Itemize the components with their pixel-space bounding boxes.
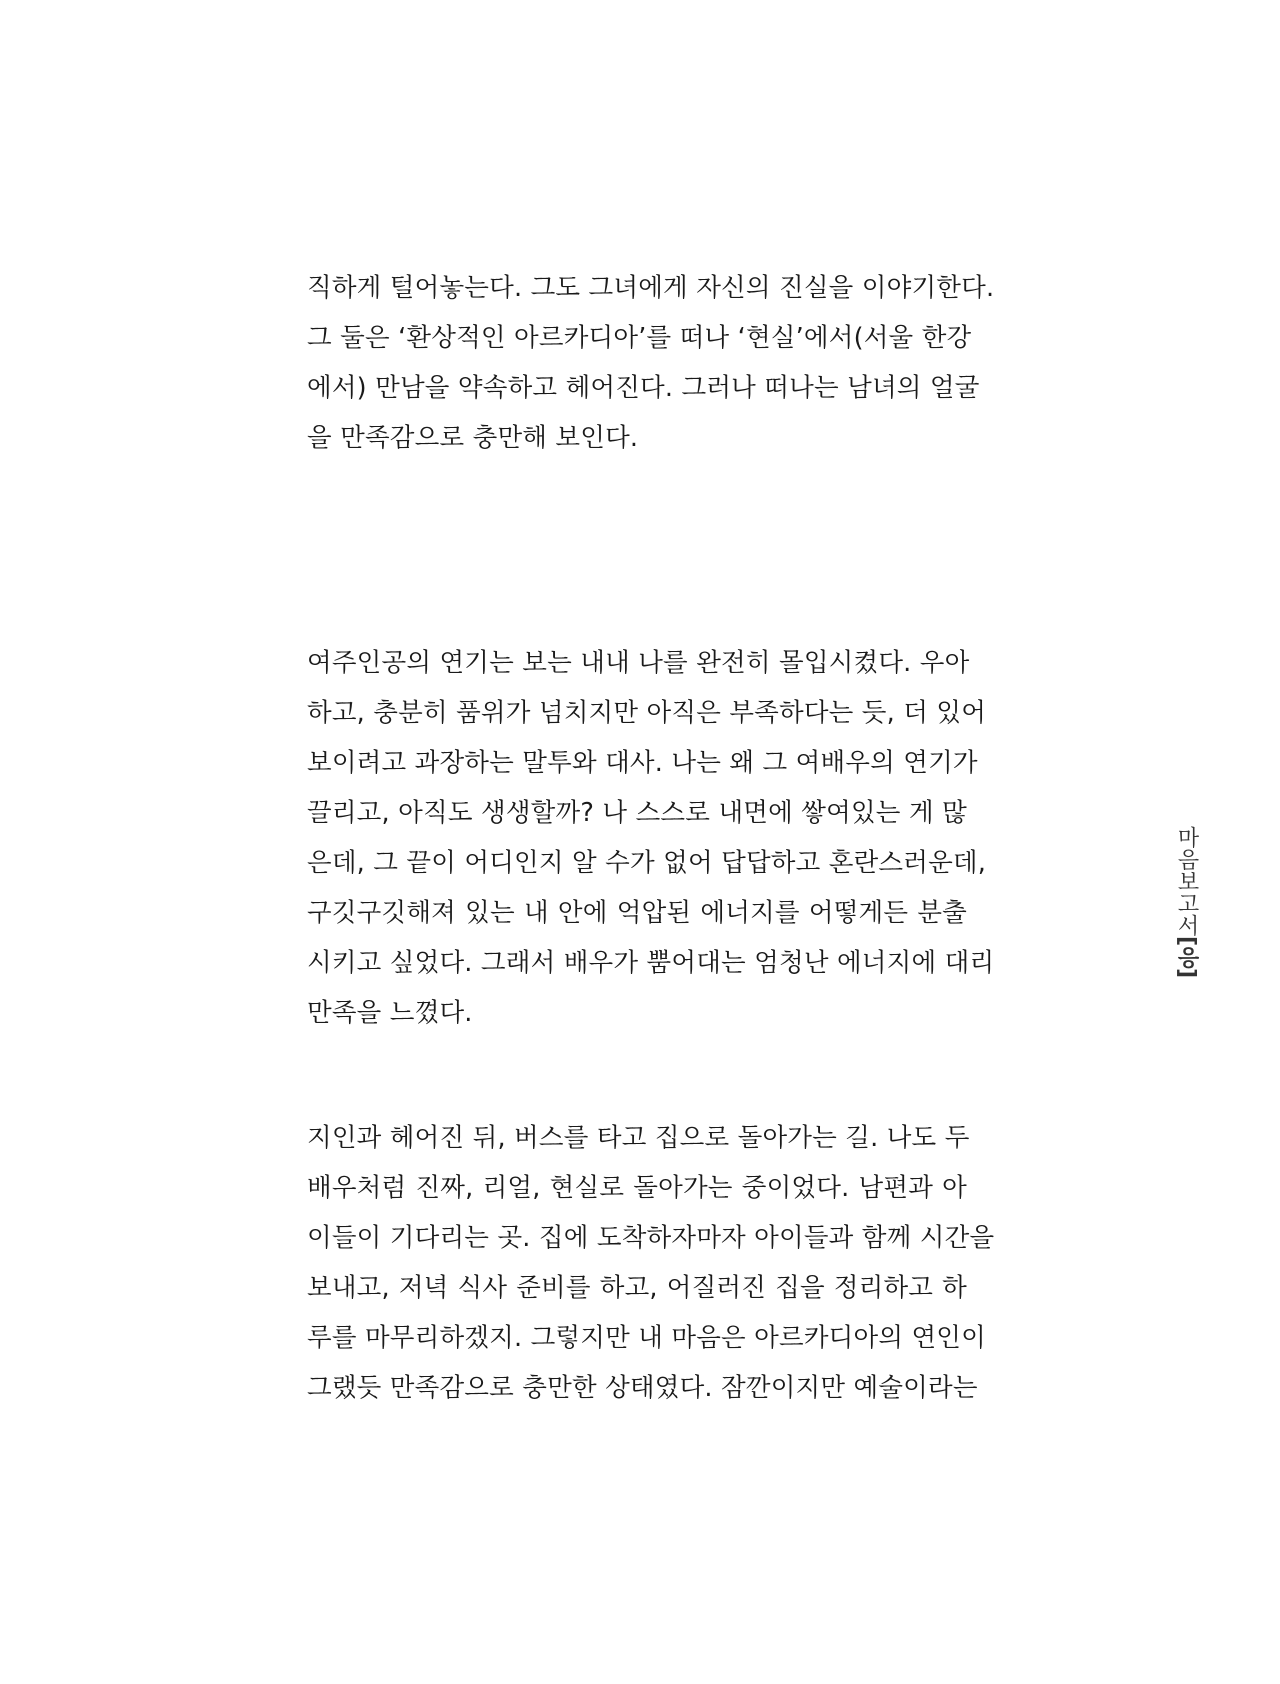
paragraph-2 [307, 638, 995, 1038]
text-line: 보이려고 과장하는 말투와 대사. 나는 왜 그 여배우의 연기가 [307, 748, 978, 778]
text-line: 그 둘은 ‘환상적인 아르카디아’를 떠나 ‘현실’에서(서울 한강 [307, 323, 972, 353]
side-label-open-bracket: [ [1174, 936, 1199, 947]
text-line: 시키고 싶었다. 그래서 배우가 뿜어대는 엄청난 에너지에 대리 [307, 948, 995, 978]
text-line: 지인과 헤어진 뒤, 버스를 타고 집으로 돌아가는 길. 나도 두 [307, 1123, 970, 1153]
text-line: 루를 마무리하겠지. 그렇지만 내 마음은 아르카디아의 연인이 [307, 1323, 986, 1353]
section-side-label [1166, 826, 1202, 979]
text-line: 이들이 기다리는 곳. 집에 도착하자마자 아이들과 함께 시간을 [307, 1223, 995, 1253]
text-line: 배우처럼 진짜, 리얼, 현실로 돌아가는 중이었다. 남편과 아 [307, 1173, 967, 1203]
text-line: 그랬듯 만족감으로 충만한 상태였다. 잠깐이지만 예술이라는 [307, 1373, 978, 1403]
text-line: 여주인공의 연기는 보는 내내 나를 완전히 몰입시켰다. 우아 [307, 648, 970, 678]
side-label-emphasis: 응 [1174, 946, 1199, 969]
text-line: 구깃구깃해져 있는 내 안에 억압된 에너지를 어떻게든 분출 [307, 898, 967, 928]
side-label-close-bracket: ] [1174, 968, 1199, 979]
text-line: 끌리고, 아직도 생생할까? 나 스스로 내면에 쌓여있는 게 많 [307, 798, 967, 828]
text-line: 에서) 만남을 약속하고 헤어진다. 그러나 떠나는 남녀의 얼굴 [307, 373, 980, 403]
text-line: 직하게 털어놓는다. 그도 그녀에게 자신의 진실을 이야기한다. [307, 273, 995, 303]
text-line: 하고, 충분히 품위가 넘치지만 아직은 부족하다는 듯, 더 있어 [307, 698, 987, 728]
text-line: 보내고, 저녁 식사 준비를 하고, 어질러진 집을 정리하고 하 [307, 1273, 967, 1303]
side-label-text: 마음보고서 [1174, 826, 1199, 936]
paragraph-3 [307, 1113, 995, 1413]
text-line: 을 만족감으로 충만해 보인다. [307, 423, 639, 453]
text-line: 은데, 그 끝이 어디인지 알 수가 없어 답답하고 혼란스러운데, [307, 848, 987, 878]
paragraph-1 [307, 263, 995, 463]
text-line: 만족을 느꼈다. [307, 998, 473, 1028]
